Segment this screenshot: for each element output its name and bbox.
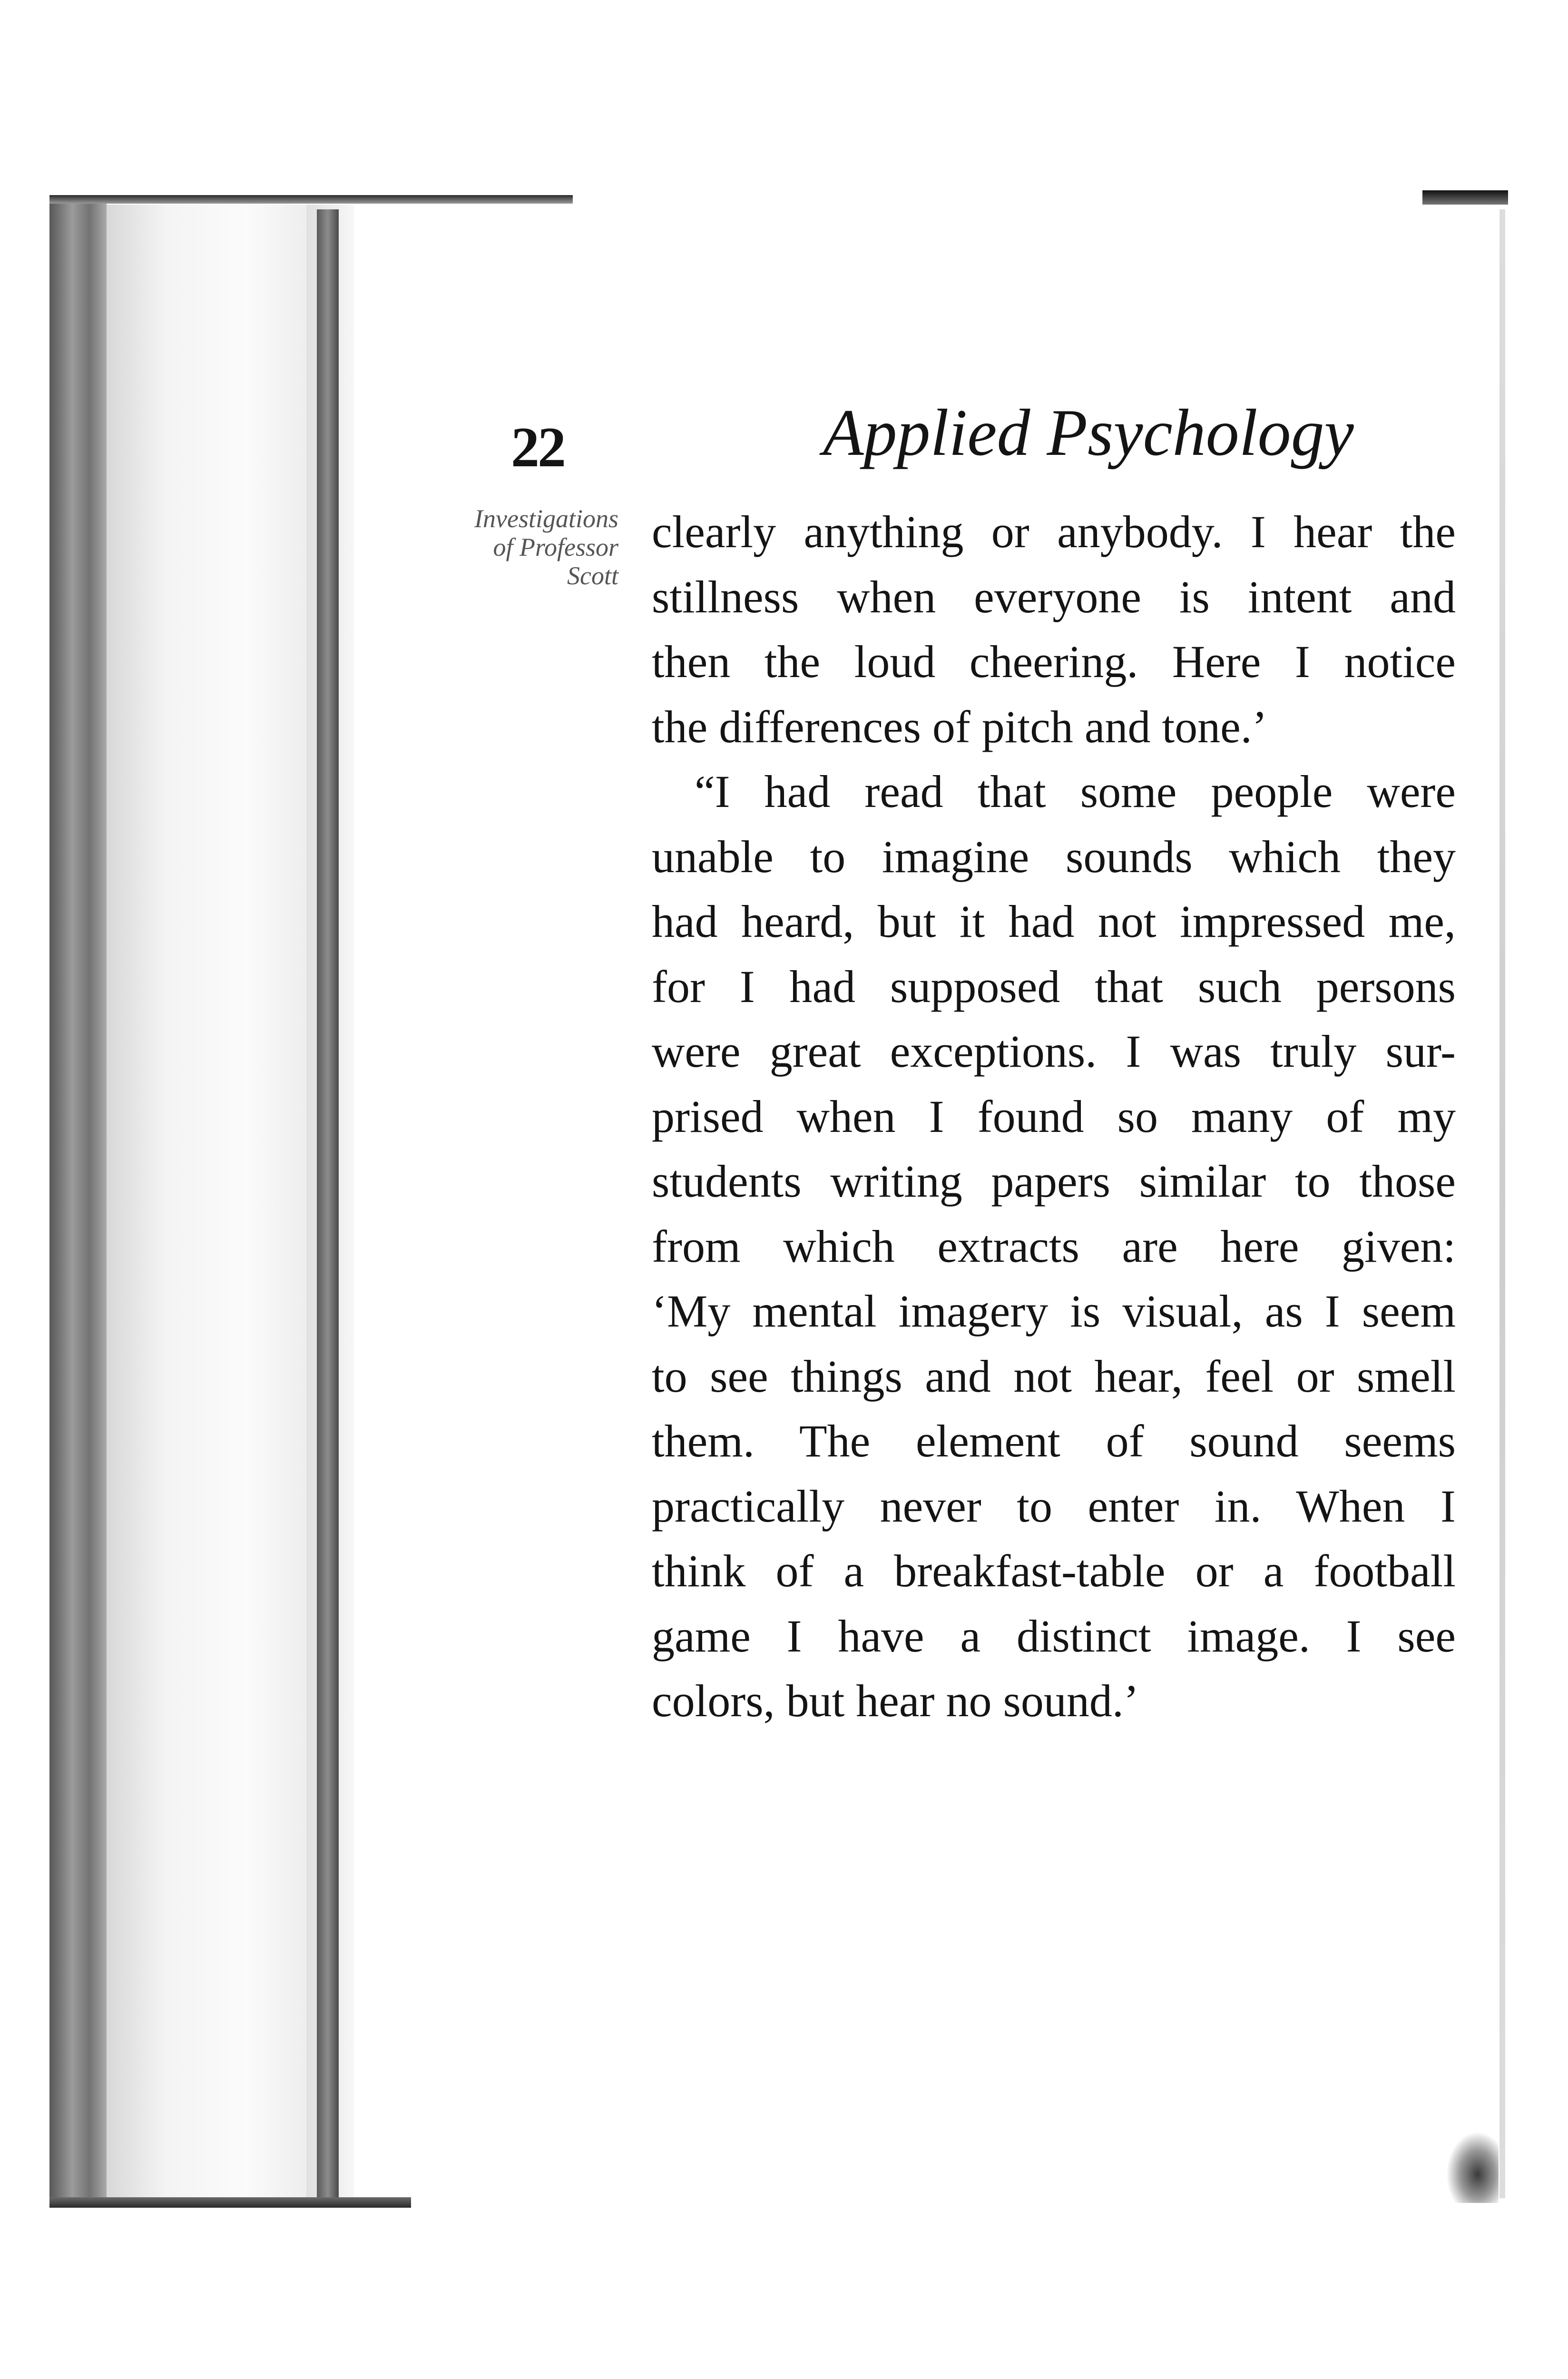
- text-line: practically never to enter in. When I: [652, 1480, 1456, 1532]
- text-line: game I have a distinct image. I see: [652, 1610, 1456, 1661]
- marginal-note: [352, 504, 618, 590]
- binding-strip: [317, 209, 339, 2198]
- bottom-page-edge: [49, 2197, 411, 2208]
- text-line: them. The element of sound seems: [652, 1416, 1456, 1466]
- paragraph: [652, 500, 1456, 759]
- paragraph: [652, 759, 1456, 1734]
- top-page-edge: [49, 195, 573, 204]
- text-line: to see things and not hear, feel or smell: [652, 1350, 1456, 1402]
- text-line: for I had supposed that such persons: [652, 961, 1456, 1012]
- text-line: ‘My mental imagery is visual, as I seem: [652, 1286, 1456, 1337]
- running-head: Applied Psychology: [823, 396, 1354, 470]
- text-line: think of a breakfast-table or a football: [652, 1545, 1456, 1596]
- top-right-page-edge: [1422, 190, 1508, 205]
- text-line: were great exceptions. I was truly sur-: [652, 1026, 1456, 1077]
- right-page-edge: [1499, 209, 1505, 2198]
- marginal-note-line: of Professor: [493, 533, 618, 561]
- marginal-note-line: Scott: [567, 561, 618, 590]
- corner-smudge: [1446, 2132, 1499, 2203]
- text-line: clearly anything or anybody. I hear the: [652, 506, 1456, 557]
- text-line: prised when I found so many of my: [652, 1091, 1456, 1142]
- text-line: colors, but hear no sound.’: [652, 1675, 1139, 1726]
- text-line: stillness when everyone is intent and: [652, 571, 1456, 622]
- book-spine-shadow: [49, 200, 107, 2208]
- body-text: [652, 500, 1456, 1734]
- text-line: had heard, but it had not impressed me,: [652, 896, 1456, 947]
- marginal-note-line: Investigations: [474, 504, 618, 533]
- text-line: students writing papers similar to those: [652, 1156, 1456, 1207]
- text-line: from which extracts are here given:: [652, 1220, 1456, 1272]
- text-line: “I had read that some people were: [695, 766, 1456, 817]
- page-number: 22: [511, 415, 564, 479]
- facing-page-edge: [107, 205, 306, 2198]
- text-line: the differences of pitch and tone.’: [652, 701, 1267, 752]
- text-line: then the loud cheering. Here I notice: [652, 636, 1456, 687]
- text-line: unable to imagine sounds which they: [652, 831, 1456, 882]
